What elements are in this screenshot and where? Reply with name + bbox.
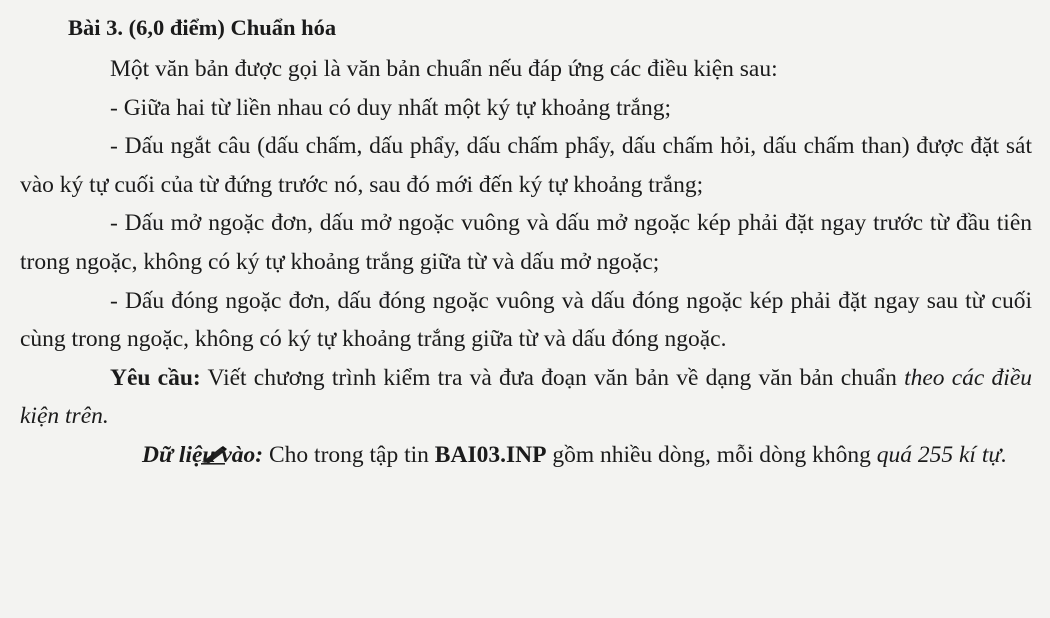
requirement-text: Viết chương trình kiểm tra và đưa đoạn văn bản về dạng văn bản chuẩn [200, 364, 905, 391]
condition-1: - Giữa hai từ liền nhau có duy nhất một ký tự khoảng trắng; [110, 94, 671, 121]
intro-paragraph: Một văn bản được gọi là văn bản chuẩn nếu đáp ứng các điều kiện sau: [110, 56, 778, 82]
input-text-after: gồm nhiều dòng, mỗi dòng không [546, 441, 877, 468]
input-filename: BAI03.INP [434, 441, 547, 468]
input-label: Dữ liệu vào: [142, 441, 264, 468]
condition-2: - Dấu ngắt câu (dấu chấm, dấu phẩy, dấu chấm phẩy, dấu chấm hỏi, dấu chấm than) được đặt sát vào ký tự cuối của từ đứng trước nó, sau đó mới đến ký tự khoảng trắng; [20, 133, 1032, 198]
condition-4: - Dấu đóng ngoặc đơn, dấu đóng ngoặc vuông và dấu đóng ngoặc kép phải đặt ngay sau từ cuối cùng trong ngoặc, không có ký tự khoảng trắng giữa từ và dấu đóng ngoặc. [20, 287, 1032, 353]
input-paragraph [20, 436, 1032, 475]
requirement-text-italic: theo các điều kiện trên. [20, 364, 1032, 430]
requirement-paragraph [20, 359, 1032, 436]
input-text-before: Cho trong tập tin [263, 441, 435, 468]
pencil-icon [110, 439, 138, 459]
input-text-italic: quá 255 kí tự. [876, 441, 1008, 468]
requirement-label: Yêu cầu: [110, 364, 201, 391]
exercise-title: Bài 3. (6,0 điểm) Chuẩn hóa [68, 15, 337, 40]
condition-3: - Dấu mở ngoặc đơn, dấu mở ngoặc vuông và dấu mở ngoặc kép phải đặt ngay trước từ đầu tiên trong ngoặc, không có ký tự khoảng trắng giữa từ và dấu mở ngoặc; [20, 210, 1032, 275]
